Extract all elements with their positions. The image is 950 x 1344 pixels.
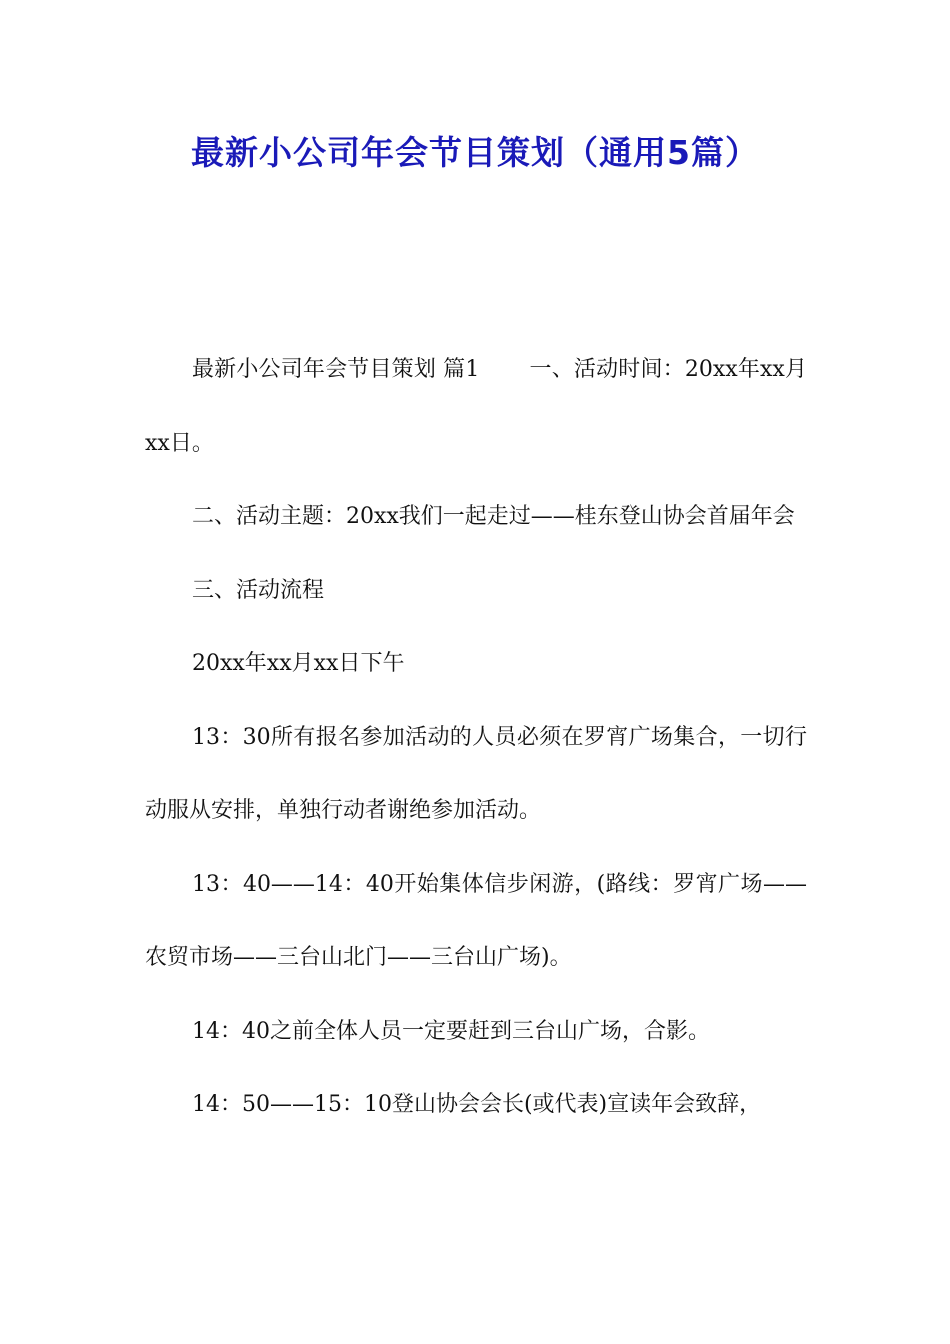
paragraph-date: 20xx年xx月xx日下午 xyxy=(192,651,405,676)
section-heading: 最新小公司年会节目策划 篇1 xyxy=(192,357,480,382)
paragraph-schedule-1440: 14：40之前全体人员一定要赶到三台山广场，合影。 xyxy=(192,1018,710,1044)
paragraph-theme: 二、活动主题：20xx我们一起走过——桂东登山协会首届年会 xyxy=(192,504,795,529)
activity-time: 一、活动时间：20xx年xx月xx日。 xyxy=(145,357,808,456)
paragraph-schedule-1330: 13：30所有报名参加活动的人员必须在罗宵广场集合，一切行动服从安排，单独行动者谢绝参加活动。 xyxy=(145,724,807,823)
paragraph-heading-and-time xyxy=(145,333,807,480)
document-title: 最新小公司年会节目策划（通用5篇） xyxy=(191,133,759,172)
paragraph-schedule-1340: 13：40——14：40开始集体信步闲游，(路线：罗宵广场——农贸市场——三台山北门——三台山广场)。 xyxy=(145,871,807,970)
document-body xyxy=(145,333,807,1142)
paragraph-process-heading: 三、活动流程 xyxy=(192,577,325,603)
paragraph-schedule-1450: 14：50——15：10登山协会会长(或代表)宣读年会致辞， xyxy=(192,1092,762,1117)
